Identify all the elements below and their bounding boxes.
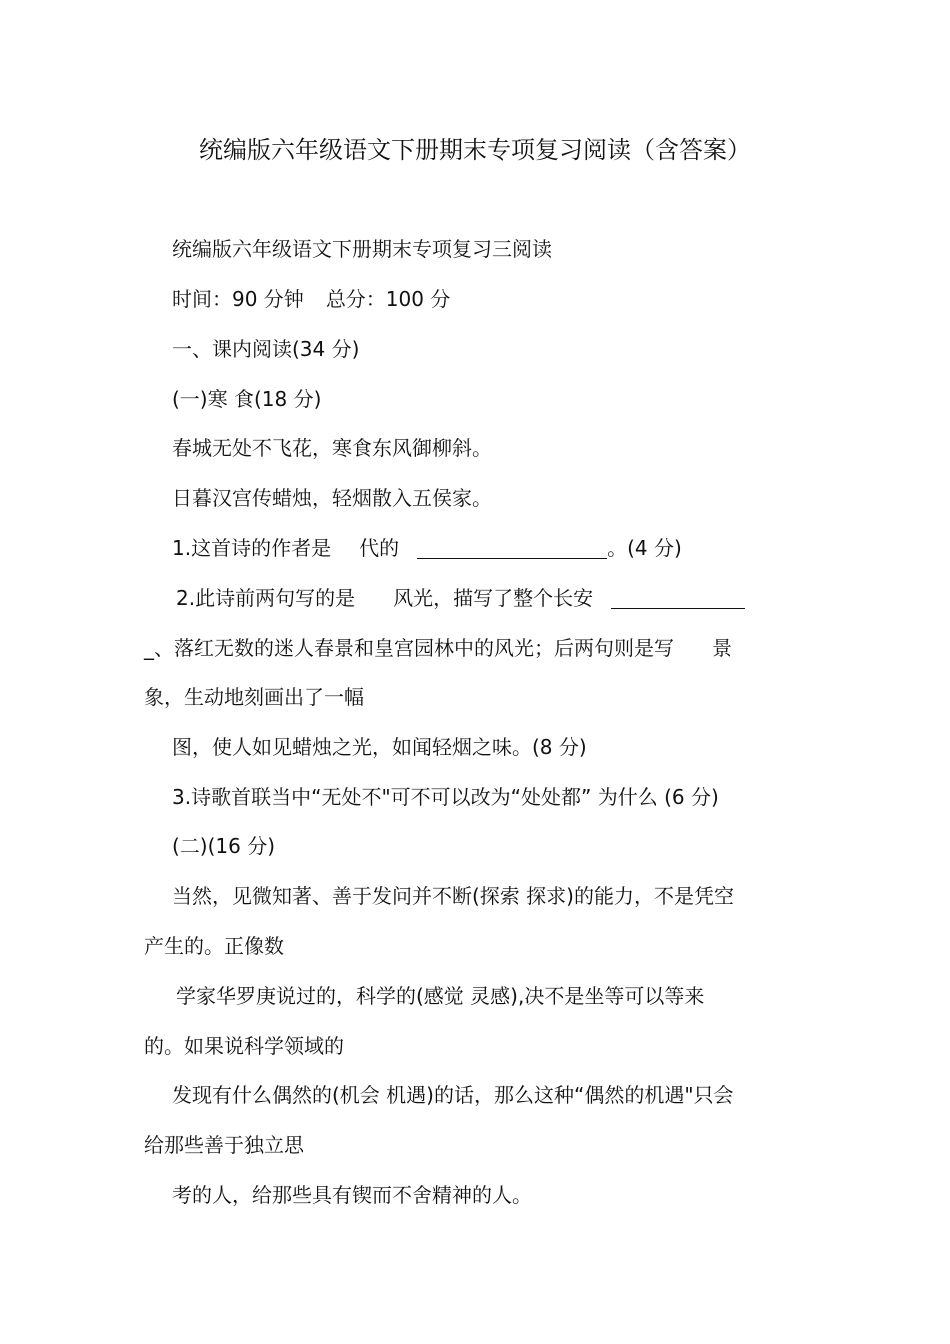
answer-blank[interactable] [611, 586, 745, 609]
question-text: 风光，描写了整个长安 [393, 586, 594, 610]
paragraph-line: 产生的。正像数 [144, 934, 284, 958]
part-heading: (二)(16 分) [172, 834, 276, 858]
question-text: 2.此诗前两句写的是 [176, 586, 356, 610]
paragraph-line: 考的人，给那些具有锲而不舍精神的人。 [172, 1183, 532, 1207]
question-2-continued: 图，使人如见蜡烛之光，如闻轻烟之味。(8 分) [172, 735, 587, 759]
question-2-continued [144, 633, 732, 663]
exam-total: 总分：100 分 [325, 287, 451, 311]
paragraph-line: 当然，见微知著、善于发问并不断(探索 探求)的能力，不是凭空 [172, 884, 734, 908]
question-text: _、落红无数的迷人春景和皇宫园林中的风光；后两句则是写 [144, 636, 674, 660]
question-text: 。(4 分) [607, 536, 682, 560]
section-heading: 一、课内阅读(34 分) [172, 337, 360, 361]
exam-info [172, 284, 450, 314]
document-title: 统编版六年级语文下册期末专项复习阅读（含答案） [199, 136, 751, 164]
exam-time: 时间：90 分钟 [172, 287, 304, 311]
paragraph-line: 给那些善于独立思 [144, 1133, 304, 1157]
paragraph-line: 的。如果说科学领域的 [144, 1034, 344, 1058]
question-text: 1.这首诗的作者是 [172, 536, 332, 560]
poem-line: 春城无处不飞花，寒食东风御柳斜。 [172, 436, 492, 460]
paragraph-line: 发现有什么偶然的(机会 机遇)的话，那么这种“偶然的机遇"只会 [172, 1083, 734, 1107]
question-3: 3.诗歌首联当中“无处不"可不可以改为“处处都” 为什么 (6 分) [172, 785, 719, 809]
part-heading: (一)寒 食(18 分) [172, 387, 322, 411]
answer-blank[interactable] [417, 536, 607, 559]
question-1 [172, 533, 682, 563]
question-2 [176, 583, 745, 613]
question-text: 景 [712, 636, 732, 660]
paragraph-line: 学家华罗庚说过的，科学的(感觉 灵感),决不是坐等可以等来 [176, 984, 705, 1008]
question-2-continued: 象，生动地刻画出了一幅 [144, 685, 364, 709]
question-text: 代的 [359, 536, 400, 560]
poem-line: 日暮汉宫传蜡烛，轻烟散入五侯家。 [172, 486, 492, 510]
subtitle: 统编版六年级语文下册期末专项复习三阅读 [172, 237, 552, 261]
